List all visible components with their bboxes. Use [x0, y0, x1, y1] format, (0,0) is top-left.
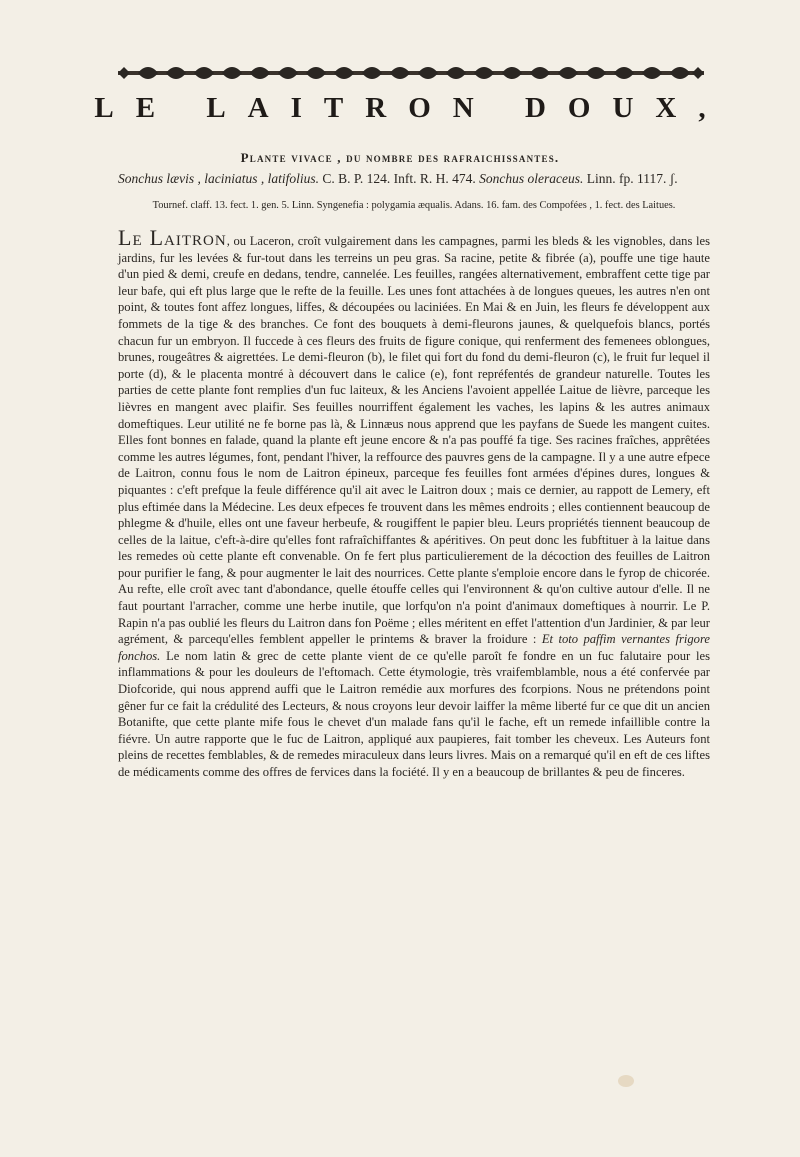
paragraph-latin-quote: Et toto paffim vernantes frigore fonchos. — [118, 632, 710, 663]
latin-reference: C. B. P. 124. Inft. R. H. 474. — [319, 171, 480, 186]
paragraph-text-1: , ou Laceron, croît vulgairement dans les campagnes, parmi les bleds & les vignobles, dans les jardins, fur les levées & fur-tout dans les terreins un peu gras. Sa racine, petite & fibrée (a), pouffe une tige haute d'un pied & demi, creufe en dedans, tendre, cannelée. Les feuilles, rangées alternativement, embraffent cette tige par leur bafe, qui eft plus large que le refte de la feuille. Les unes font attachées à de longues queues, les autres n'en ont point, & toutes font affez longues, liffes, & découpées ou laciniées. En Mai & en Juin, les fleurs fe développent aux fommets de la tige & des branches. Ce font des bouquets à demi-fleurons jaunes, & quelquefois blancs, portés chacun fur un embryon. Il fuccede à ces fleurs des fruits de figure conique, qui renferment des femenees oblongues, brunes, rougeâtres & aigrettées. Le demi-fleuron (b), le filet qui fort du fond du demi-fleuron (c), le fruit fur lequel il porte (d), & le placenta montré à découvert dans le calice (e), font repréfentés de grandeur naturelle. Toutes les parties de cette plante font remplies d'un fuc laiteux, & les Anciens l'avoient appellée Laitue de lièvre, parceque les lièvres en mangent avec plaifir. Ses feuilles nourriffent également les vaches, les lapins & les autres animaux domeftiques. Leur utilité ne fe borne pas là, & Linnæus nous apprend que les payfans de Suede les mangent cuites. Elles font bonnes en falade, quand la plante eft jeune encore & n'a pas pouffé fa tige. Ses racines fraîches, apprêtées comme les autres légumes, font, pendant l'hiver, la reffource des pauvres gens de la campagne. Il y a une autre efpece de Laitron, connu fous le nom de Laitron épineux, parceque fes feuilles font armées d'épines dures, longues & piquantes : c'eft prefque la feule différence qu'il ait avec le Laitron doux ; mais ce dernier, au rappott de Lemery, eft plus eftimée dans la Médecine. Les deux efpeces fe trouvent dans les mêmes endroits ; elles contiennent beaucoup de phlegme & d'huile, elles ont une faveur herbeufe, & rougiffent le papier bleu. Leurs propriétés tiennent beaucoup de celles de la laitue, c'eft-à-dire qu'elles font rafraîchiffantes & apéritives. On peut donc les fubftituer à la laitue dans les remedes où cette plante eft convenable. On fe fert plus particulierement de la décoction des feuilles de Laitron pour purifier le fang, & pour augmenter le lait des nourrices. Cette plante s'emploie encore dans le fyrop de chicorée. Au refte, elle croît avec tant d'abondance, quelle étouffe celles qui l'environnent & qu'on cultive autour d'elle. Il ne faut pourtant l'arracher, comme une herbe inutile, que lorfqu'on n'a point d'animaux domeftiques à nourrir. Le P. Rapin n'a pas oublié les fleurs du Laitron dans fon Poëme ; elles méritent en effet l'attention d'un Jardinier, & par leur agrément, & parcequ'elles femblent appeller le printems & braver la froidure : — [118, 234, 710, 647]
floral-band-ornament-icon — [118, 64, 704, 82]
latin-synonym: Sonchus lævis , laciniatus , latifolius. — [118, 171, 320, 186]
main-paragraph — [118, 225, 710, 781]
latin-linnaeus-name: Sonchus oleraceus. — [479, 171, 584, 186]
classification-line: Tournef. claff. 13. fect. 1. gen. 5. Linn. Syngenefia : polygamia æqualis. Adans. 16. fam. des Compofées , 1. fect. des Laitues. — [152, 200, 676, 211]
paragraph-text-2: Le nom latin & grec de cette plante vient de ce qu'elle paroît fe fondre en un fuc falutaire pour les inflammations & pour les douleurs de l'eftomach. Cette étymologie, très vraifemblamble, nous a été confervée par Diofcoride, qui nous apprend auffi que le Laitron remédie aux morfures des fcorpions. Nous ne prétendons point gêner fur ce fait la crédulité des Lecteurs, & nous croyons leur devoir laiffer la même liberté fur ce que dit un ancien Botanifte, que cette plante mife fous le chevet d'un malade fans qu'il le fache, eft un remede infaillible contre la fiévre. Un autre rapporte que le fuc de Laitron, appliqué aux paupieres, fait tomber les cheveux. Les Auteurs font pleins de recettes femblables, & de remedes miraculeux dans leurs livres. Mais on a remarqué qu'il en eft de ces liftes de médicaments comme des offres de fervices dans la fociété. Il y en a beaucoup de brillantes & peu de finceres. — [118, 648, 710, 779]
lead-caps: Le Laitron — [118, 225, 227, 250]
page-subtitle: Plante vivace , du nombre des rafraichissantes. — [240, 150, 560, 165]
latin-linnaeus-reference: Linn. fp. 1117. ʃ. — [583, 171, 678, 186]
page-title: LE LAITRON DOUX, — [94, 92, 728, 124]
paper-stain — [618, 1075, 634, 1087]
latin-names-line — [118, 170, 718, 188]
